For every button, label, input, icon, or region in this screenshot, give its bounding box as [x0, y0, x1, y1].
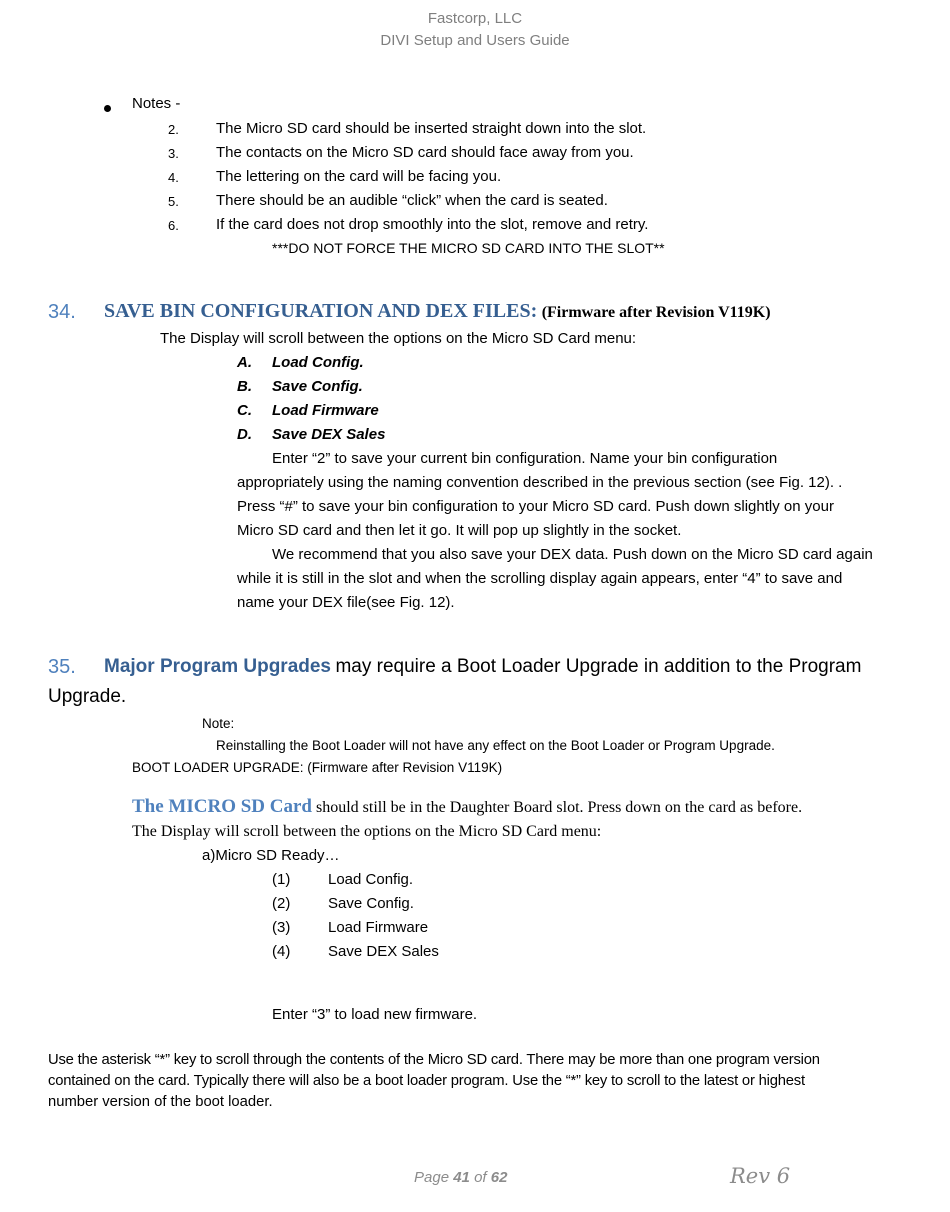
paragraph-line: Press “#” to save your bin configuration to your Micro SD card. Push down slightly on your [237, 498, 834, 515]
paragraph-line: We recommend that you also save your DEX data. Push down on the Micro SD card again [272, 546, 873, 563]
notes-item-text: The contacts on the Micro SD card should face away from you. [216, 144, 634, 161]
option-letter: D. [237, 426, 252, 443]
of-word: of [474, 1169, 487, 1186]
sd-card-line-2: The Display will scroll between the options on the Micro SD Card menu: [132, 823, 602, 840]
section-35-heading [104, 656, 861, 678]
notes-item-num: 2. [168, 122, 179, 137]
notes-item-num: 4. [168, 170, 179, 185]
sd-card-title: The MICRO SD Card [132, 796, 312, 817]
section-35-title-cont: Upgrade. [48, 686, 127, 707]
paragraph-line: while it is still in the slot and when the scrolling display again appears, enter “4” to save and [237, 570, 843, 587]
paragraph-line: contained on the card. Typically there will also be a boot loader program. Use the “*” key to scroll to the latest or highest [48, 1073, 805, 1089]
notes-item-num: 3. [168, 146, 179, 161]
notes-item-text: The Micro SD card should be inserted straight down into the slot. [216, 120, 647, 137]
paragraph-line: appropriately using the naming convention described in the previous section (see Fig. 12). . [237, 474, 843, 491]
menu-num: (1) [272, 871, 291, 888]
menu-text: Load Firmware [328, 919, 429, 936]
option-letter: B. [237, 378, 252, 395]
sd-ready: a)Micro SD Ready… [202, 847, 340, 864]
header-company: Fastcorp, LLC [427, 10, 523, 27]
notes-warning: ***DO NOT FORCE THE MICRO SD CARD INTO THE SLOT** [272, 240, 665, 256]
section-34-title: SAVE BIN CONFIGURATION AND DEX FILES: [104, 300, 538, 322]
notes-item-num: 6. [168, 218, 179, 233]
paragraph-line: Micro SD card and then let it go. It will pop up slightly in the socket. [237, 522, 682, 539]
page-current: 41 [453, 1169, 470, 1186]
enter-3-instruction: Enter “3” to load new firmware. [272, 1006, 478, 1023]
paragraph-line: Use the asterisk “*” key to scroll through the contents of the Micro SD card. There may be more than one program version [48, 1052, 820, 1068]
section-34-subtitle: (Firmware after Revision V119K) [541, 304, 771, 321]
section-35-title-rest: may require a Boot Loader Upgrade in addition to the Program [335, 656, 862, 677]
sd-card-line [132, 796, 802, 818]
notes-label: Notes - [132, 95, 181, 112]
section-34-number: 34. [48, 301, 76, 323]
paragraph-line: number version of the boot loader. [48, 1094, 273, 1110]
option-text: Save DEX Sales [272, 426, 386, 443]
paragraph-line: name your DEX file(see Fig. 12). [237, 594, 455, 611]
page-number [414, 1169, 507, 1186]
menu-text: Load Config. [328, 871, 414, 888]
section-35-title: Major Program Upgrades [104, 656, 331, 677]
option-text: Load Config. [272, 354, 364, 371]
option-letter: A. [237, 354, 252, 371]
sd-card-rest: should still be in the Daughter Board slot. Press down on the card as before. [315, 799, 803, 816]
notes-item-text: There should be an audible “click” when the card is seated. [216, 192, 608, 209]
menu-text: Save Config. [328, 895, 414, 912]
option-letter: C. [237, 402, 252, 419]
bullet-icon [104, 99, 111, 117]
notes-item-text: If the card does not drop smoothly into the slot, remove and retry. [216, 216, 649, 233]
menu-num: (3) [272, 919, 291, 936]
note-label: Note: [202, 716, 235, 731]
menu-text: Save DEX Sales [328, 943, 439, 960]
page-total: 62 [490, 1169, 508, 1186]
revision-label: Rev 6 [730, 1164, 791, 1188]
paragraph-line: Enter “2” to save your current bin configuration. Name your bin configuration [272, 450, 778, 467]
note-text: Reinstalling the Boot Loader will not have any effect on the Boot Loader or Program Upgrade. [216, 738, 775, 753]
menu-num: (4) [272, 943, 291, 960]
header-doc-title: DIVI Setup and Users Guide [380, 32, 570, 49]
section-34-intro: The Display will scroll between the options on the Micro SD Card menu: [160, 330, 637, 347]
notes-item-num: 5. [168, 194, 179, 209]
page-word: Page [414, 1169, 450, 1186]
option-text: Load Firmware [272, 402, 379, 419]
menu-num: (2) [272, 895, 291, 912]
boot-loader-heading: BOOT LOADER UPGRADE: (Firmware after Revision V119K) [132, 760, 503, 775]
notes-item-text: The lettering on the card will be facing you. [216, 168, 502, 185]
section-35-number: 35. [48, 656, 76, 678]
section-34-heading [104, 300, 771, 323]
option-text: Save Config. [272, 378, 363, 395]
